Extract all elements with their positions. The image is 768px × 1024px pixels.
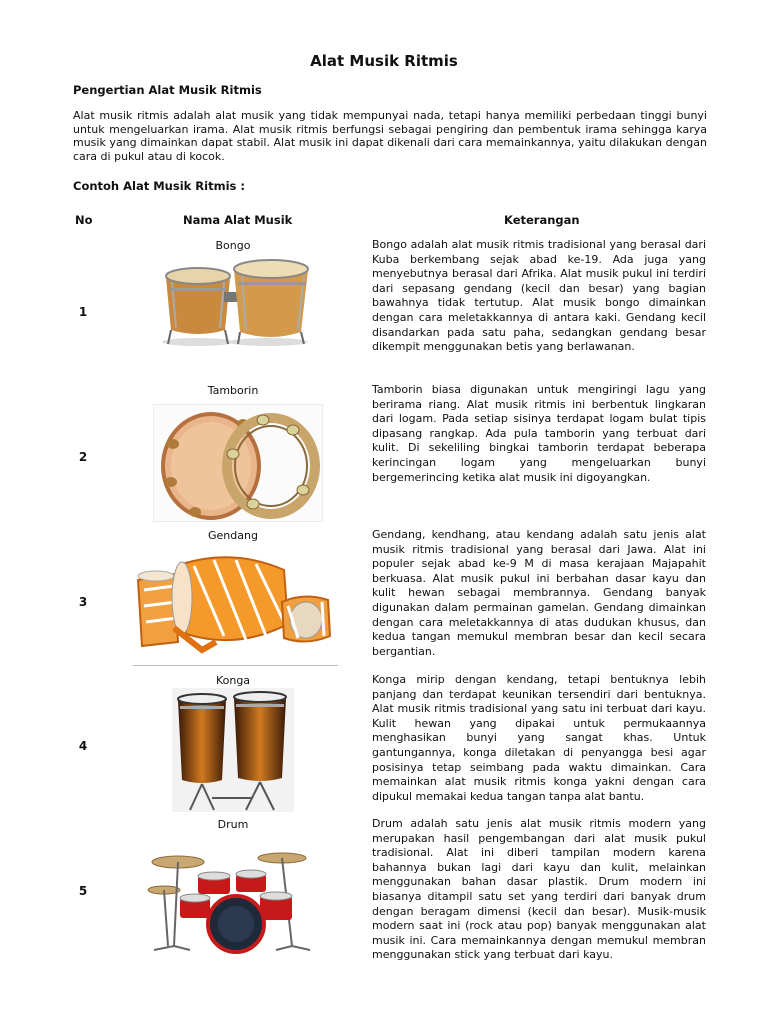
instrument-name: Gendang (208, 529, 258, 542)
conga-image (172, 688, 294, 812)
row-number: 4 (78, 739, 88, 753)
section-heading-examples: Contoh Alat Musik Ritmis : (73, 179, 245, 193)
instrument-name: Konga (215, 674, 251, 687)
instrument-description: Tamborin biasa digunakan untuk mengiringi lagu yang berirama riang. Alat musik ritmis ini berbentuk lingkaran dari logam. Pada setiap sisinya terdapat logam bulat tipis dipasang rangkap. Ada pula tamborin yang terbuat dari kulit. Di sekeliling bingkai tamborin terdapat beberapa kerincingan logam yang mengeluarkan bunyi bergemerincing ketika alat musik ini digoyangkan. (372, 383, 706, 484)
column-header-description: Keterangan (504, 213, 580, 227)
row-number: 3 (78, 595, 88, 609)
instrument-name: Drum (217, 818, 249, 831)
instrument-name: Tamborin (207, 384, 259, 397)
instrument-name: Bongo (215, 239, 251, 252)
row-number: 1 (78, 305, 88, 319)
divider (133, 665, 338, 666)
column-header-no: No (75, 213, 93, 227)
bongo-image (158, 258, 313, 348)
drum-kit-image (140, 846, 332, 954)
tambourine-image (153, 404, 323, 522)
instrument-description: Drum adalah satu jenis alat musik ritmis modern yang merupakan hasil pengembangan dari alat musik pukul tradisional. Alat ini diberi tampilan modern karena bahannya bukan lagi dari kayu dan kulit, melainkan menggunakan bahan dasar plastik. Drum modern ini biasanya ditampil satu set yang terdiri dari banyak drum dengan beragam dimensi (kecil dan besar). Musik-musik modern saat ini (rock atau pop) banyak menggunakan alat musik ini. Cara memainkannya dengan memukul membran menggunakan stick yang terbuat dari kayu. (372, 817, 706, 962)
instrument-description: Gendang, kendhang, atau kendang adalah satu jenis alat musik ritmis tradisional yang berasal dari Jawa. Alat ini populer sejak abad ke-9 M di masa kerajaan Majapahit berkuasa. Alat musik pukul ini berbahan dasar kayu dan kulit hewan sebagai membrannya. Gendang banyak digunakan dalam permainan gamelan. Gendang dimainkan dengan cara meletakkannya di atas dudukan khusus, dan kedua tangan memukul membran besar dan kecil secara bergantian. (372, 528, 706, 658)
page-title: Alat Musik Ritmis (310, 52, 458, 70)
row-number: 2 (78, 450, 88, 464)
row-number: 5 (78, 884, 88, 898)
instrument-description: Bongo adalah alat musik ritmis tradisional yang berasal dari Kuba berkembang sejak abad ke-19. Ada juga yang menyebutnya berasal dari Afrika. Alat musik pukul ini terdiri dari sepasang gendang (kecil dan besar) yang bagian bawahnya tidak tertutup. Alat musik bongo dimainkan dengan cara meletakkannya di antara kaki. Gendang kecil disandarkan pada satu paha, sedangkan gendang besar dikempit menggunakan betis yang berlawanan. (372, 238, 706, 354)
gendang-image (134, 550, 336, 654)
column-header-name: Nama Alat Musik (183, 213, 293, 227)
instrument-description: Konga mirip dengan kendang, tetapi bentuknya lebih panjang dan terdapat keunikan tersendiri dari bentuknya. Alat musik ritmis tradisional yang satu ini terbuat dari kayu. Kulit hewan yang dipakai untuk permukaannya menghasikan bunyi yang sangat khas. Untuk gantungannya, konga diletakan di penyangga besi agar posisinya tetap seimbang pada waktu dimainkan. Cara memainkan alat musik ritmis konga yakni dengan cara dipukul memakai kedua tangan tanpa alat bantu. (372, 673, 706, 803)
intro-paragraph: Alat musik ritmis adalah alat musik yang tidak mempunyai nada, tetapi hanya memiliki perbedaan tinggi bunyi untuk mengeluarkan irama. Alat musik ritmis berfungsi sebagai pengiring dan pembentuk irama sehingga karya musik yang dimainkan dapat stabil. Alat musik ini dapat dikenali dari cara memainkannya, yaitu dilakukan dengan cara di pukul atau di kocok. (73, 109, 707, 163)
section-heading-definition: Pengertian Alat Musik Ritmis (73, 83, 262, 97)
